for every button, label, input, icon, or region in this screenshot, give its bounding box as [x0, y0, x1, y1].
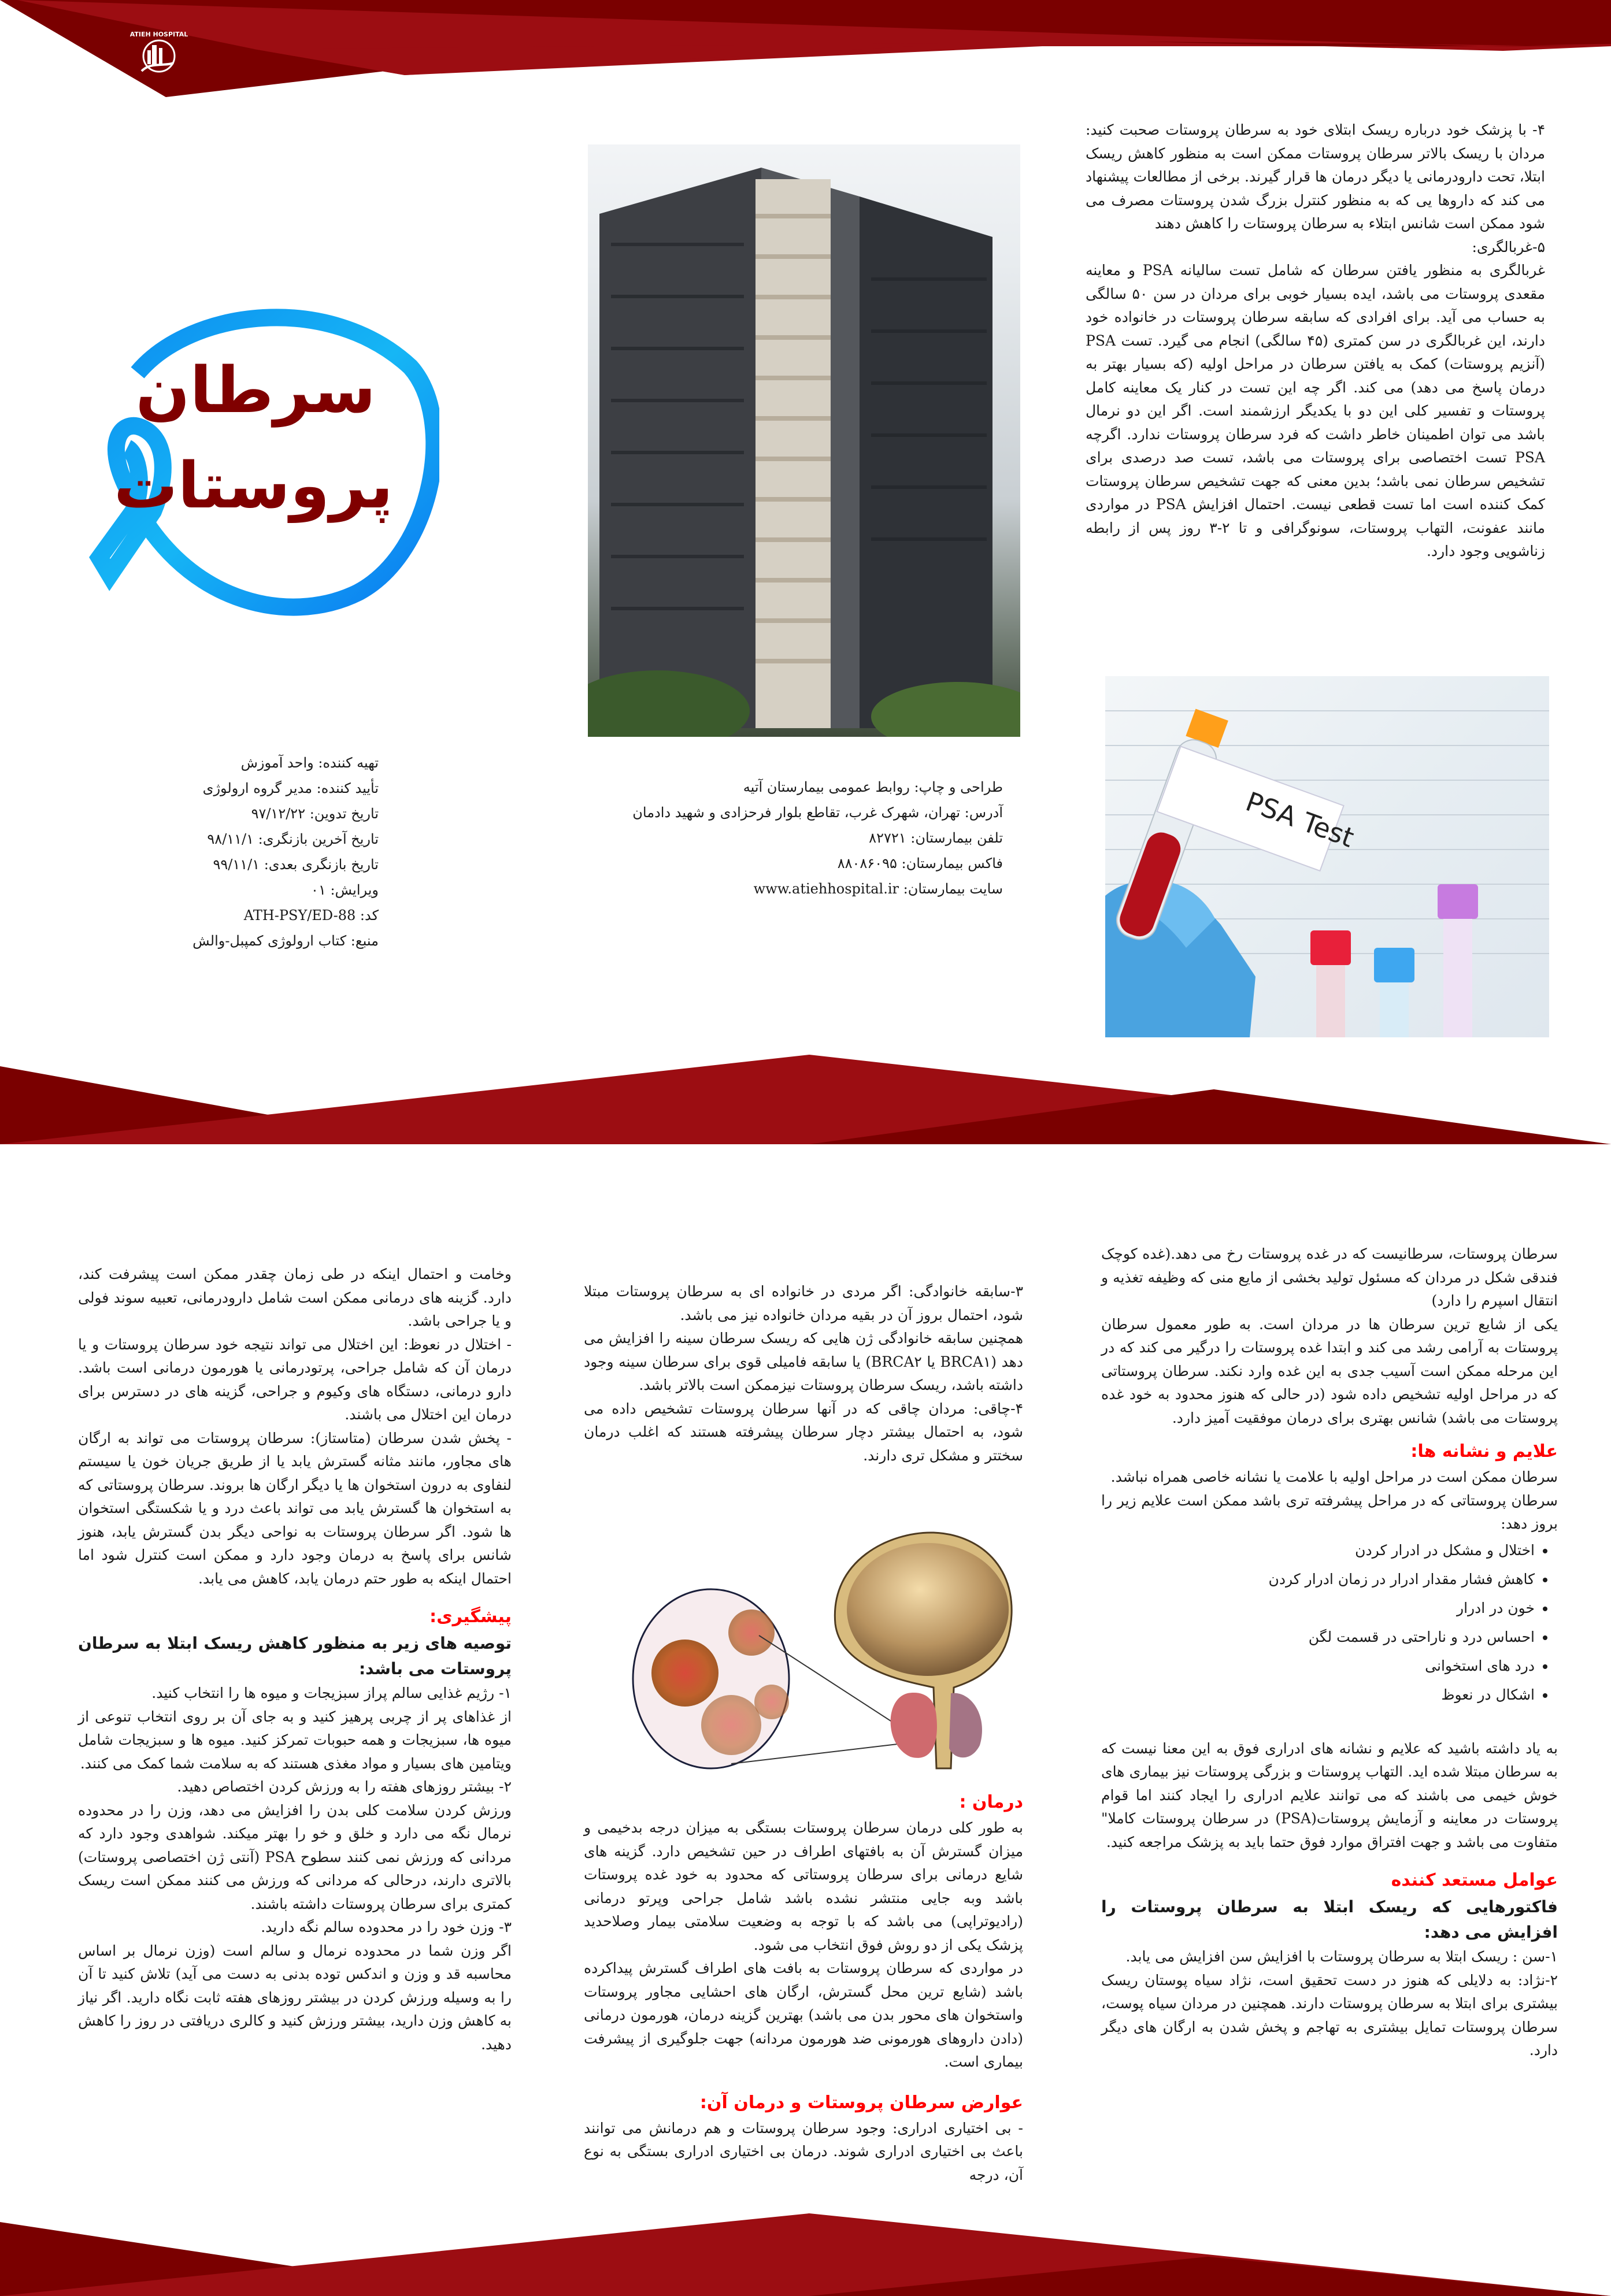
psa-test-photo	[1105, 676, 1549, 1037]
fax: فاکس بیمارستان: ۸۸۰۸۶۰۹۵	[837, 855, 1003, 871]
prevention-heading: پیشگیری:	[429, 1607, 512, 1627]
symptom-item: • درد های استخوانی	[1101, 1652, 1535, 1681]
treatment-paragraph-1: به طور کلی درمان سرطان پروستات بستگی به میزان درجه بدخیمی و میزان گسترش آن به بافتهای اطراف در حین تشخیص دارد. گزینه های شایع درمانی برای سرطان پروستاتی که محدود به خود غده پروستات باشد وبه جایی منتشر نشده باشد شامل جراحی وپرتو درمانی (رادیوتراپی) می باشد که با توجه به وضعیت سلامتی بیمار وصلاحدید پزشک یکی از دو روش فوق انتخاب می شود.	[584, 1819, 1023, 1953]
risk-age: ۱-سن : ریسک ابتلا به سرطان پروستات با افزایش سن افزایش می یابد.	[1125, 1948, 1558, 1965]
top-banner-decoration	[0, 0, 1611, 104]
credits-block	[173, 750, 379, 954]
hospital-logo	[124, 26, 194, 78]
contact-block	[598, 774, 1003, 902]
next-review-date: تاریخ بازنگری بعدی: ۹۹/۱۱/۱	[213, 856, 379, 873]
complications-heading: عوارض سرطان پروستات و درمان آن:	[699, 2092, 1023, 2113]
page2-treatment-block	[584, 1789, 1023, 2187]
prevention-exercise: ۲- بیشتر روزهای هفته را به ورزش کردن اختصاص دهید.	[177, 1778, 512, 1795]
design-credit: طراحی و چاپ: روابط عمومی بیمارستان آتیه	[743, 779, 1003, 795]
incontinence-continued: وخامت و احتمال اینکه در طی زمان چقدر ممکن است پیشرفت کند، دارد. گزینه های درمانی ممکن است شامل دارودرمانی، تعبیه سوند فولی و یا جراحی باشد.	[78, 1266, 512, 1329]
symptoms-heading: علایم و نشانه ها:	[1410, 1441, 1558, 1462]
website-label: سایت بیمارستان:	[903, 881, 1003, 897]
talk-to-doctor-paragraph: ۴- با پزشک خود درباره ریسک ابتلای خود به سرطان پروستات صحبت کنید: مردان با ریسک بالاتر سرطان پروستات ممکن است به منظور کاهش ریسک ابتلا، تحت دارودرمانی یا دیگر درمان ها قرار گیرند. برخی از مطالعات پیشنهاد می کند که داروها یی که به منظور کنترل بزرگ شدن پروستات مصرف می شود ممکن است شانس ابتلاء به سرطان پروستات را کاهش دهند	[1086, 121, 1545, 232]
symptoms-list	[1101, 1536, 1558, 1709]
treatment-paragraph-2: در مواردی که سرطان پروستات به بافت های اطراف گسترش پیداکرده باشد (شایع ترین محل گسترش، ارگان های احشایی مجاور پروستات واستخوان های محور بدن می باشد) بهترین گزینه درمان، هورمون درمانی (دادن داروهای هورمونی ضد هورمون مردانه) جهت جلوگیری از پیشرفت بیماری است.	[584, 1960, 1024, 2070]
logo-text: ATIEH HOSPITAL	[129, 31, 188, 38]
compile-date: تاریخ تدوین: ۹۷/۱۲/۲۲	[251, 806, 379, 822]
risk-obesity: ۴-چاقی: مردان چاقی که در آنها سرطان پروستات تشخیص داده می شود، به احتمال بیشتر دچار سرطان پیشرفته هستند که اغلب درمان سختتر و مشکل تری دارند.	[584, 1400, 1023, 1464]
prevention-weight-detail: اگر وزن شما در محدوده نرمال و سالم است (وزن نرمال بر اساس محاسبه قد و وزن و اندکس توده بدنی به دست می آید) تلاش کنید تا آن را به وسیله ورزش کردن در بیشتر روزهای هفته ثابت نگاه دارید. اگر نیاز به کاهش وزن دارید، بیشتر ورزش کنید و کالری دریافتی در روز را کاهش دهید.	[78, 1942, 512, 2053]
page2-middle-column	[584, 1280, 1023, 1467]
intro-paragraph-1: سرطان پروستات، سرطانیست که در غده پروستات رخ می دهد.(غده کوچک فندقی شکل در مردان که مسئول تولید بخشی از مایع منی که وظیفه تغذیه و انتقال اسپرم را دارد)	[1101, 1245, 1558, 1309]
incontinence-paragraph: - بی اختیاری ادراری: وجود سرطان پروستات و هم درمانش می توانند باعث بی اختیاری ادراری شوند. درمان بی اختیاری ادراری بستگی به نوع آن، درجه	[584, 2119, 1023, 2183]
page1-screening-column	[1086, 118, 1545, 563]
metastasis-paragraph: - پخش شدن سرطان (متاستاز): سرطان پروستات می تواند به ارگان های مجاور، مانند مثانه گسترش یابد یا از طریق جریان خون یا سیستم لنفاوی به درون استخوان ها یا دیگر ارگان ها بروند. سرطان پروستاتی که به استخوان ها گسترش یابد می تواند باعث درد و یا شکستگی استخوان ها شود. اگر سرطان پروستات به نواحی دیگر بدن گسترش یابد، هنوز شانس برای پاسخ به درمان وجود دارد و ممکن است کنترل شود اما احتمال اینکه به طور حتم درمان یابد، کاهش می یابد.	[78, 1429, 512, 1587]
risk-race: ۲-نژاد: به دلایلی که هنوز در دست تحقیق است، نژاد سیاه پوستان ریسک بیشتری برای ابتلا به سرطان پروستات دارند. همچنین در مردان سیاه پوست، سرطان پروستات تمایل بیشتری به تهاجم و پخش شدن به ارگان های دیگر دارد.	[1101, 1971, 1558, 2058]
prevention-diet: ۱- رژیم غذایی سالم پراز سبزیجات و میوه ها را انتخاب کنید.	[151, 1685, 512, 1701]
risk-factors-subheading: فاکتورهایی که ریسک ابتلا به سرطان پروستات را افزایش می دهد:	[1101, 1897, 1558, 1942]
website-link[interactable]: www.atiehhospital.ir	[753, 881, 899, 897]
page-divider-decoration	[0, 1040, 1611, 1144]
screening-paragraph: غربالگری به منظور یافتن سرطان که شامل تست سالیانه PSA و معاینه مقعدی پروستات می باشد، ایده بسیار خوبی برای مردان در سن ۵۰ سالگی به حساب می آید. برای افرادی که سابقه سرطان پروستات در خانواده خود دارند، این غربالگری در سن کمتری (۴۵ سالگی) انجام می گیرد. تست PSA (آنزیم پروستات) کمک به یافتن سرطان در مراحل اولیه (که بسیار بهتر به درمان پاسخ می دهد) می کند. اگر چه این تست در کنار یک معاینه کامل پروستات و تفسیر کلی این دو با یکدیگر ارزشمند است. اگر این دو نرمال باشد می توان اطمینان خاطر داشت که فرد سرطان پروستات ندارد. اگرچه PSA تست اختصاصی برای پروستات می باشد، تست صد درصدی برای تشخیص سرطان نمی باشد؛ بدین معنی که جهت تشخیص سرطان پروستات کمک کننده است اما تست قطعی نیست. احتمال افزایش PSA در مواردی مانند عفونت، التهاب پروستات، سونوگرافی و تا ۲-۳ روز پس از رابطه زناشویی وجود دارد.	[1086, 262, 1546, 559]
cover-title-line2: پروستات	[113, 448, 393, 522]
cover-title-line1: سرطان	[135, 353, 376, 427]
last-review-date: تاریخ آخرین بازنگری: ۹۸/۱۱/۱	[207, 831, 379, 847]
prevention-exercise-detail: ورزش کردن سلامت کلی بدن را افزایش می دهد، وزن را در محدوده نرمال نگه می دارد و خلق و خو را بهتر میکند. شواهدی وجود دارد که مردانی که ورزش نمی کنند سطوح PSA (آنتی ژن اختصاصی پروستات) بالاتری دارند، درحالی که مردانی که ورزش می کنند ممکن است ریسک کمتری برای سرطان پروستات داشته باشند.	[78, 1801, 512, 1912]
symptom-item: • اختلال و مشکل در ادرار کردن	[1101, 1536, 1535, 1565]
symptom-item: • احساس درد و ناراحتی در قسمت لگن	[1101, 1623, 1535, 1652]
treatment-heading: درمان :	[959, 1792, 1023, 1812]
risk-family-history: ۳-سابقه خانوادگی: اگر مردی در خانواده ای به سرطان پروستات مبتلا شود، احتمال بروز آن در بقیه مردان خانواده نیز می باشد.	[584, 1283, 1023, 1323]
document-code-value: ATH-PSY/ED-88	[243, 907, 356, 923]
reminder-paragraph: به یاد داشته باشید که علایم و نشانه های ادراری فوق به این معنا نیست که به سرطان مبتلا شده اید. التهاب پروستات و بزرگی پروستات نیز بیماری های خوش خیمی می باشند که می توانند علایم ادراری را ایجاد کنند اما قوام پروستات در معاینه و آزمایش پروستات(PSA) در سرطان پروستات کاملا" متفاوت می باشد و جهت افتراق موارد فوق حتما باید به پزشک مراجعه کنید.	[1101, 1739, 1558, 1850]
risk-brca: همچنین سابقه خانوادگی ژن هایی که ریسک سرطان سینه را افزایش می دهد (BRCA۱ یا BRCA۲) یا سابقه فامیلی قوی برای سرطان سینه وجود داشته باشد، ریسک سرطان پروستات نیزممکن است بالاتر باشد.	[584, 1330, 1024, 1393]
document-code-label: کد:	[360, 907, 379, 923]
prepared-by: تهیه کننده: واحد آموزش	[240, 755, 379, 771]
source: منبع: کتاب ارولوژی کمپبل-والش	[192, 933, 379, 949]
website	[598, 876, 1003, 902]
cover-title-block	[87, 303, 439, 624]
phone: تلفن بیمارستان: ۸۲۷۲۱	[869, 830, 1003, 846]
symptoms-paragraph-2: سرطان پروستاتی که در مراحل پیشرفته تری باشد ممکن است علایم زیر را بروز دهد:	[1101, 1492, 1558, 1532]
screening-heading: ۵-غربالگری:	[1472, 238, 1545, 255]
prevention-weight: ۳- وزن خود را در محدوده سالم نگه دارید.	[261, 1919, 512, 1935]
prevention-diet-detail: از غذاهای پر از چربی پرهیز کنید و به جای آن بر روی انتخاب تنوعی از میوه ها، سبزیجات و همه حبوبات تمرکز کنید. میوه ها و سبزیجات شامل ویتامین های بسیار و مواد مغذی هستند که به سلامت شما کمک می کنند.	[78, 1708, 512, 1772]
page2-right-column	[1101, 1242, 1558, 2063]
intro-paragraph-2: یکی از شایع ترین سرطان ها در مردان است. به طور معمول سرطان پروستات به آرامی رشد می کند و ابتدا غده پروستات را درگیر می کند که در این مرحله ممکن است آسیب جدی به این غده وارد نکند. سرطان پروستاتی که در مراحل اولیه تشخیص داده شود (در حالی که هنوز محدود به خود غده پروستات می باشد) شانس بهتری برای درمان موفقیت آمیز دارد.	[1101, 1315, 1558, 1426]
symptom-item: • خون در ادرار	[1101, 1594, 1535, 1623]
symptoms-paragraph-1: سرطان ممکن است در مراحل اولیه با علامت یا نشانه خاصی همراه نباشد.	[1110, 1468, 1558, 1485]
edition: ویرایش: ۰۱	[311, 882, 379, 898]
risk-factors-heading: عوامل مستعد کننده	[1391, 1870, 1558, 1890]
address: آدرس: تهران، شهرک غرب، تقاطع بلوار فرحزادی و شهید دادمان	[632, 804, 1003, 821]
bottom-banner-decoration	[0, 2213, 1611, 2296]
erectile-dysfunction-paragraph: - اختلال در نعوظ: این اختلال می تواند نتیجه خود سرطان پروستات و یا درمان آن که شامل جراحی، پرتودرمانی یا هورمون درمانی است باشد. دارو درمانی، دستگاه های وکیوم و جراحی، گزینه های در دسترس برای درمان این اختلال می باشند.	[78, 1336, 512, 1423]
symptom-item: • کاهش فشار مقدار ادرار در زمان ادرار کردن	[1101, 1565, 1535, 1594]
symptom-item: • اشکال در نعوظ	[1101, 1681, 1535, 1709]
page2-left-column	[78, 1263, 512, 2056]
prevention-subheading: توصیه های زیر به منظور کاهش ریسک ابتلا به سرطان پروستات می باشد:	[78, 1634, 512, 1678]
hospital-building-photo	[588, 144, 1020, 737]
prostate-cancer-illustration	[595, 1526, 1023, 1780]
psa-tube-label: PSA Test	[1242, 785, 1358, 854]
approved-by: تأیید کننده: مدیر گروه ارولوژی	[202, 780, 379, 796]
document-code	[173, 903, 379, 928]
